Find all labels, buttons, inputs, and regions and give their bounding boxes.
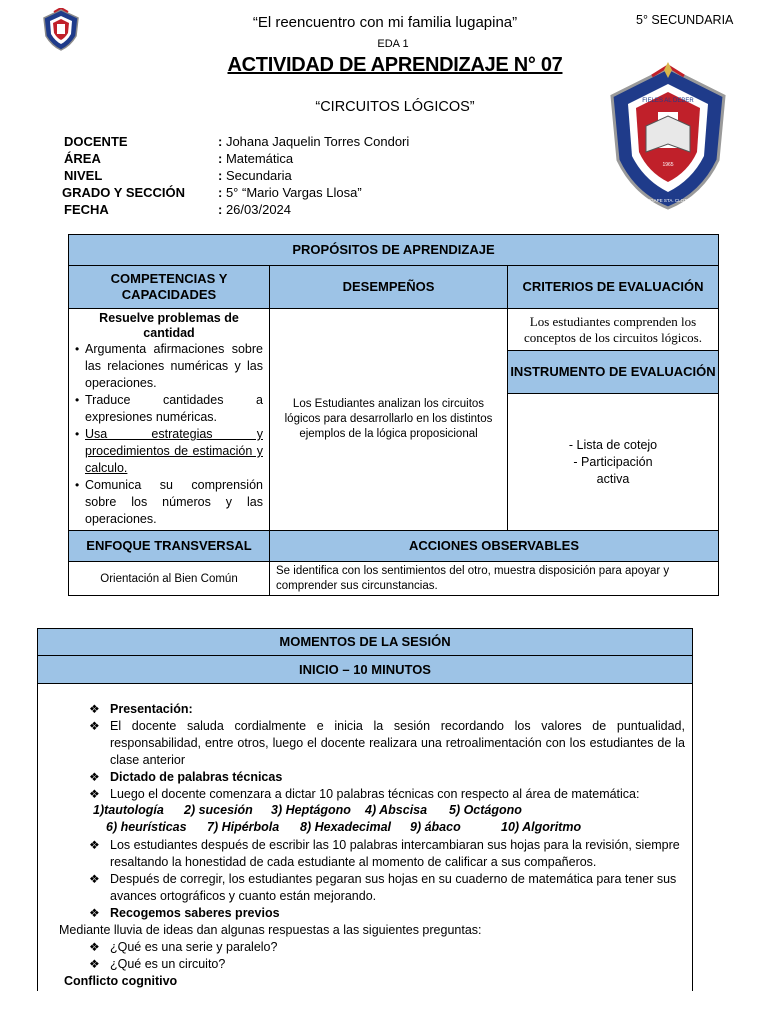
- inicio-title: INICIO – 10 MINUTOS: [37, 655, 693, 684]
- diamond-bullet-icon: ❖: [89, 957, 100, 971]
- diamond-bullet-icon: ❖: [89, 872, 100, 886]
- diamond-bullet-icon: ❖: [89, 906, 100, 920]
- instrumentos-cell: [507, 393, 719, 531]
- lluvia-text: Mediante lluvia de ideas dan algunas respuestas a las siguientes preguntas:: [59, 923, 482, 937]
- info-value: Matemática: [225, 151, 294, 166]
- header-motto: “El reencuentro con mi familia lugapina”: [252, 14, 518, 31]
- info-label: DOCENTE: [64, 134, 128, 149]
- crest-name: COLEGIO LUGAPE STA. CLOTILDE - PERÚ: [622, 198, 714, 203]
- intercambio-item: ❖ Los estudiantes después de escribir las 10 palabras intercambiaran sus hojas para la revisión, siempre resaltando la honestidad de cada estudiante al momento de calificar a sus compañeros.: [89, 838, 680, 869]
- purposes-title: PROPÓSITOS DE APRENDIZAJE: [68, 234, 719, 266]
- words-row-1: [89, 803, 685, 820]
- enfoque-title: ENFOQUE TRANSVERSAL: [68, 530, 270, 562]
- capacidad-item: • Usa estrategias y procedimientos de estimación y calculo.: [75, 426, 263, 477]
- pregunta-item: ❖ ¿Qué es un circuito?: [89, 957, 226, 971]
- criterio-cell: [507, 308, 719, 351]
- info-label: FECHA: [64, 202, 109, 217]
- dictado-item: ❖ Luego el docente comenzara a dictar 10 palabras técnicas con respecto al área de matemática:: [89, 787, 640, 801]
- enfoque-cell: [68, 561, 270, 596]
- info-value: 5° “Mario Vargas Llosa”: [225, 185, 362, 200]
- instrumento-title: INSTRUMENTO DE EVALUACIÓN: [507, 350, 719, 394]
- word-item: 6) heurísticas: [106, 820, 187, 834]
- page-title: ACTIVIDAD DE APRENDIZAJE N° 07: [227, 54, 563, 76]
- info-value: Johana Jaquelin Torres Condori: [225, 134, 410, 149]
- enfoque-text: Orientación al Bien Común: [100, 572, 238, 585]
- corregir-item: ❖ Después de corregir, los estudiantes pegaran sus hojas en su cuaderno de matemática para tener sus avances ortográficos y cuanto están mejorando.: [89, 872, 677, 903]
- desempeno-text: Los Estudiantes analizan los circuitos lógicos para desarrollarlo en los distintos ejemplos de la lógica proposicional: [284, 398, 493, 440]
- instrumento-item: activa: [596, 471, 630, 486]
- word-item: 2) sucesión: [184, 803, 253, 817]
- acciones-title: ACCIONES OBSERVABLES: [269, 530, 719, 562]
- presentacion-item: ❖ El docente saluda cordialmente e inicia la sesión recordando los valores de puntualidad, responsabilidad, entre otros, luego el docente realizara una retroalimentación con los estudiantes de la clase anterior: [89, 719, 685, 767]
- diamond-bullet-icon: ❖: [89, 719, 100, 733]
- col-criterios: CRITERIOS DE EVALUACIÓN: [507, 265, 719, 309]
- diamond-bullet-icon: ❖: [89, 787, 100, 801]
- info-value: 26/03/2024: [225, 202, 292, 217]
- word-item: 10) Algoritmo: [501, 820, 582, 834]
- crest-motto: FIELES AL DEBER: [642, 98, 694, 104]
- crest-year: 1965: [662, 162, 674, 168]
- word-item: 8) Hexadecimal: [300, 820, 392, 834]
- page-subtitle: “CIRCUITOS LÓGICOS”: [315, 99, 475, 115]
- word-item: 7) Hipérbola: [207, 820, 280, 834]
- word-item: 3) Heptágono: [271, 803, 351, 817]
- info-label: NIVEL: [64, 168, 103, 183]
- capacidad-item: • Argumenta afirmaciones sobre las relaciones numéricas y las operaciones.: [75, 341, 263, 392]
- col-competencias: COMPETENCIAS Y CAPACIDADES: [68, 265, 270, 309]
- diamond-bullet-icon: ❖: [89, 940, 100, 954]
- session-content: [59, 701, 685, 990]
- grade-level-label: 5° SECUNDARIA: [636, 13, 734, 27]
- word-item: 4) Abscisa: [365, 803, 428, 817]
- school-crest: [606, 62, 730, 212]
- dictado-heading: ❖ Dictado de palabras técnicas: [89, 770, 283, 784]
- instrumento-item: - Lista de cotejo: [568, 437, 658, 452]
- words-row-2: [89, 820, 685, 837]
- saberes-heading: ❖ Recogemos saberes previos: [89, 906, 280, 920]
- diamond-bullet-icon: ❖: [89, 838, 100, 852]
- info-label: GRADO Y SECCIÓN: [62, 185, 186, 200]
- criterio-text: Los estudiantes comprenden los conceptos de los circuitos lógicos.: [524, 313, 702, 345]
- capacidad-item: • Traduce cantidades a expresiones numéricas.: [75, 392, 263, 426]
- diamond-bullet-icon: ❖: [89, 770, 100, 784]
- school-logo-small: [40, 8, 82, 52]
- eda-label: EDA 1: [377, 38, 409, 50]
- word-item: 1)tautología: [93, 803, 164, 817]
- presentacion-heading: ❖ Presentación:: [89, 702, 193, 716]
- capacidad-item: • Comunica su comprensión sobre los números y las operaciones.: [75, 477, 263, 528]
- competencia-title: Resuelve problemas de cantidad: [99, 311, 239, 340]
- instrumento-item: - Participación: [573, 454, 653, 469]
- session-title: MOMENTOS DE LA SESIÓN: [37, 628, 693, 656]
- word-item: 9) ábaco: [410, 820, 461, 834]
- col-desempenos: DESEMPEÑOS: [269, 265, 508, 309]
- diamond-bullet-icon: ❖: [89, 702, 100, 716]
- pregunta-item: ❖ ¿Qué es una serie y paralelo?: [89, 940, 278, 954]
- acciones-text: Se identifica con los sentimientos del otro, muestra disposición para apoyar y comprender sus circunstancias.: [276, 565, 670, 592]
- acciones-cell: [269, 561, 719, 596]
- conflicto-heading: Conflicto cognitivo: [64, 974, 178, 988]
- info-value: Secundaria: [225, 168, 292, 183]
- competencias-cell: [68, 308, 270, 531]
- word-item: 5) Octágono: [449, 803, 522, 817]
- info-label: ÁREA: [64, 151, 101, 166]
- desempeno-cell: [269, 308, 508, 531]
